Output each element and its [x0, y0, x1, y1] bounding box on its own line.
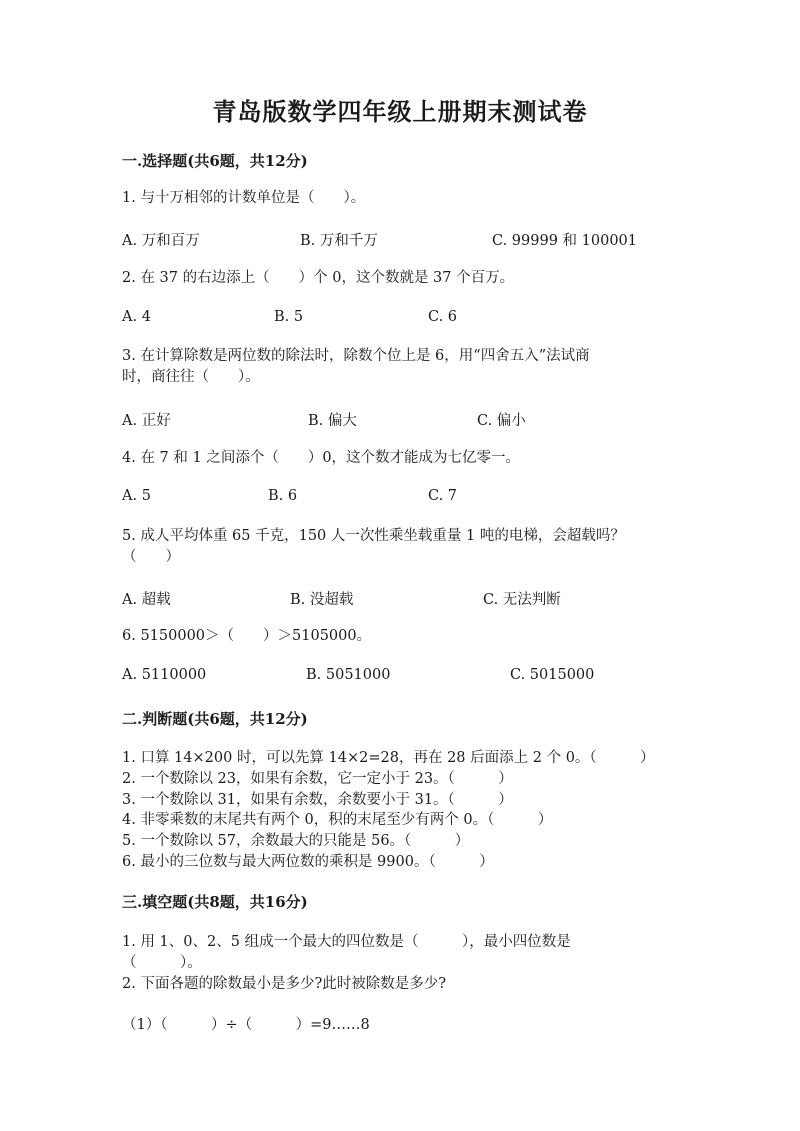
section-heading-choice: 一.选择题(共6题，共12分)	[122, 152, 308, 170]
fill-item-2-1: （1）（ ）÷（ ）=9……8	[122, 1017, 370, 1033]
option-1b: B. 万和千万	[300, 233, 378, 249]
fill-item-2: 2. 下面各题的除数最小是多少?此时被除数是多少?	[122, 976, 446, 992]
section-heading-fill: 三.填空题(共8题，共16分)	[122, 893, 308, 911]
question-3-cont: 时，商往往（ ）。	[122, 369, 260, 385]
question-1: 1. 与十万相邻的计数单位是（ ）。	[122, 190, 366, 206]
option-6b: B. 5051000	[306, 667, 391, 683]
question-5: 5. 成人平均体重 65 千克，150 人一次性乘坐载重量 1 吨的电梯，会超载吗？	[122, 528, 625, 544]
section-heading-judge: 二.判断题(共6题，共12分)	[122, 710, 308, 728]
question-3: 3. 在计算除数是两位数的除法时，除数个位上是 6，用“四舍五入”法试商	[122, 348, 590, 364]
page-title: 青岛版数学四年级上册期末测试卷	[212, 97, 588, 126]
question-2: 2. 在 37 的右边添上（ ）个 0，这个数就是 37 个百万。	[122, 270, 515, 286]
option-5c: C. 无法判断	[483, 592, 561, 608]
fill-item-1-cont: （ ）。	[122, 955, 202, 971]
option-2a: A. 4	[122, 309, 151, 325]
option-6c: C. 5015000	[510, 667, 595, 683]
judge-item-1: 1. 口算 14×200 时，可以先算 14×2=28，再在 28 后面添上 2 个 0。（ ）	[122, 750, 655, 766]
question-5-cont: （ ）	[122, 549, 180, 565]
option-4b: B. 6	[268, 488, 298, 504]
fill-item-1: 1. 用 1、0、2、5 组成一个最大的四位数是（ ），最小四位数是	[122, 934, 571, 950]
option-2b: B. 5	[274, 309, 304, 325]
question-4: 4. 在 7 和 1 之间添个（ ）0，这个数才能成为七亿零一。	[122, 450, 521, 466]
option-3a: A. 正好	[122, 413, 171, 429]
judge-item-4: 4. 非零乘数的末尾共有两个 0，积的末尾至少有两个 0。（ ）	[122, 812, 553, 828]
option-4a: A. 5	[122, 488, 151, 504]
option-2c: C. 6	[428, 309, 458, 325]
option-1a: A. 万和百万	[122, 233, 200, 249]
judge-item-6: 6. 最小的三位数与最大两位数的乘积是 9900。（ ）	[122, 854, 494, 870]
option-4c: C. 7	[428, 488, 458, 504]
judge-item-3: 3. 一个数除以 31，如果有余数，余数要小于 31。（ ）	[122, 792, 513, 808]
option-5a: A. 超载	[122, 592, 171, 608]
option-1c: C. 99999 和 100001	[492, 233, 637, 249]
option-6a: A. 5110000	[122, 667, 207, 683]
option-5b: B. 没超载	[290, 592, 354, 608]
judge-item-2: 2. 一个数除以 23，如果有余数，它一定小于 23。（ ）	[122, 771, 513, 787]
judge-item-5: 5. 一个数除以 57，余数最大的只能是 56。（ ）	[122, 833, 470, 849]
option-3b: B. 偏大	[308, 413, 357, 429]
question-6: 6. 5150000＞（ ）＞5105000。	[122, 628, 372, 644]
option-3c: C. 偏小	[477, 413, 526, 429]
